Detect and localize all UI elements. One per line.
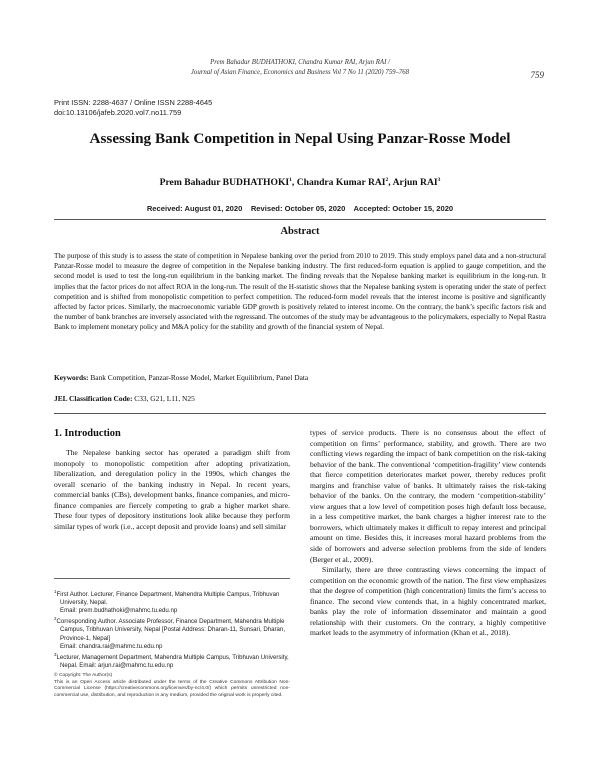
footnote-1	[54, 588, 290, 607]
running-head	[150, 58, 450, 77]
received-date: Received: August 01, 2020	[146, 204, 243, 213]
doi-line: doi:10.13106/jafeb.2020.vol7.no11.759	[54, 108, 182, 117]
footnote-1-email: Email: prem.budhathoki@mahmc.tu.edu.np	[60, 607, 178, 615]
running-head-authors: Prem Bahadur BUDHATHOKI, Chandra Kumar RAI, Arjun RAI /	[210, 59, 390, 66]
intro-paragraph-2: types of service products. There is no consensus about the effect of competition on firms’ performance, stability, and growth. There are two conflicting views regarding the impact of bank competition on the risk-taking behavior of the bank. The conventional ‘competition-fragility’ view contends that fierce competition deteriorates market power, thereby reduces profit margins and franchise value of banks. It ultimately raises the risk-taking behavior of the banks. On the contrary, the modern ‘competition-stability’ view argues that a low level of competition poses high default loss because, in a less competitive market, the bank charges a higher interest rate to the borrowers, which ultimately makes it difficult to repay interest and principal amount on time. Besides this, it increases moral hazard problems from the side of borrowers and adverse selection problems from the side of lenders (Berger et al., 2009).	[310, 428, 546, 564]
keywords-label: Keywords:	[54, 373, 89, 382]
introduction-heading: 1. Introduction	[54, 428, 121, 439]
footnote-1-text: First Author. Lecturer, Finance Department, Mahendra Multiple Campus, Tribhuvan University, Nepal.	[56, 591, 280, 607]
keywords-line	[54, 373, 546, 383]
copyright-line: © Copyright: The Author(s)	[54, 673, 113, 678]
author-3-affiliation-mark: 3	[437, 177, 441, 183]
author-1: Prem Bahadur BUDHATHOKI	[159, 177, 290, 189]
jel-codes: C33, G21, L11, N25	[134, 394, 195, 403]
footnote-2	[54, 615, 290, 642]
abstract-heading: Abstract	[280, 226, 320, 237]
author-2-affiliation-mark: 2	[385, 177, 389, 183]
author-1-affiliation-mark: 1	[289, 177, 292, 183]
intro-paragraph-3: Similarly, there are three contrasting views concerning the impact of competition on the economic growth of the nation. The first view emphasizes that the degree of competition (high concentration) limits the firm’s access to finance. The second view contends that, in a highly concentrated market, banks play the role of information disseminator and maintain a good relationship with their customers. On the contrary, a highly competitive market leads to the asymmetry of information (Khan et al., 2018).	[310, 565, 546, 638]
submission-dates	[0, 204, 600, 213]
issn-block	[54, 98, 212, 118]
footnote-3-text: Lecturer, Management Department, Mahendra Multiple Campus, Tribhuvan University, Nepal. Email: arjun.rai@mahmc.tu.edu.np	[56, 653, 289, 669]
abstract-body: The purpose of this study is to assess the state of competition in Nepalese banking over the period from 2010 to 2019. This study employs panel data and a non-structural Panzar-Rosse model to measure the degree of competition in the Nepalese banking industry. The first reduced-form equation is applied to gauge competition, and the second model is used to test the long-run equilibrium in the banking market. The finding reveals that the Nepalese banking market is equilibrium in the long-run. It implies that the factor prices do not affect ROA in the long-run. The result of the H-statistic shows that the Nepalese banking system is operating under the state of perfect competition and is shifted from monopolistic competition to perfect competition. The reduced-form model reveals that the interest income is positive and significantly affected by factor prices. Similarly, the macroeconomic variable GDP growth is positively related to interest income. On the contrary, the bank’s specific factors risk and the number of bank branches are inversely associated with the regressand. The outcomes of the study may be advantageous to the policymakers, especially to Nepal Rastra Bank to implement monetary policy and M&A policy for the stability and growth of the financial system of Nepal.	[54, 252, 546, 332]
license-text: This is an Open Access article distributed under the terms of the Creative Commons Attribution Non-Commercial License (https://creativecommons.org/licenses/by-nc/4.0/) which permits unrestricted non-commercial use, distribution, and reproduction in any medium, provided the original work is properly cited.	[54, 679, 290, 698]
footnote-3	[54, 651, 290, 670]
jel-label: JEL Classification Code:	[54, 394, 133, 403]
accepted-date: Accepted: October 15, 2020	[353, 204, 454, 213]
right-column	[310, 428, 546, 639]
author-3: Arjun RAI	[392, 177, 438, 189]
footnote-1-mark: 1	[54, 589, 57, 594]
footnote-2-text: Corresponding Author. Associate Professor, Finance Department, Mahendra Multiple Campus, Tribhuvan University, Nepal [Postal Address: Dharan-11, Sunsari, Dharan, Province-1, Nepal]	[56, 618, 286, 642]
author-footnotes	[54, 588, 290, 670]
abstract-top-rule	[54, 219, 546, 220]
revised-date: Revised: October 05, 2020	[250, 204, 346, 213]
footnote-2-email: Email: chandra.rai@mahmc.tu.edu.np	[60, 642, 163, 650]
keywords-text: Bank Competition, Panzar-Rosse Model, Market Equilibrium, Panel Data	[90, 373, 309, 382]
author-2: Chandra Kumar RAI	[296, 177, 386, 189]
footnote-2-mark: 2	[54, 616, 57, 622]
paper-title: Assessing Bank Competition in Nepal Using Panzar-Rosse Model	[89, 130, 511, 147]
left-column	[54, 428, 290, 532]
abstract-bottom-rule	[54, 413, 546, 414]
page-number: 759	[530, 70, 544, 80]
author-separator: ,	[291, 177, 297, 189]
copyright-notice	[54, 673, 290, 699]
jel-line	[54, 394, 546, 404]
author-separator: ,	[388, 177, 393, 189]
issn-line: Print ISSN: 2288-4637 / Online ISSN 2288-4645	[54, 98, 213, 107]
intro-paragraph-1: The Nepalese banking sector has operated a paradigm shift from monopoly to monopolistic competition after adopting privatization, liberalization, and deregulation policy in the 1990s, which changes the overall scenario of the banking industry in Nepal. In recent years, commercial banks (CBs), development banks, finance companies, and micro-finance companies are fiercely competing to grab a higher market share. These four types of depository institutions look alike because they perform similar types of work (i.e., accept deposit and provide loans) and sell similar	[54, 448, 290, 531]
author-list	[0, 177, 600, 188]
footnote-rule	[54, 578, 290, 579]
running-head-journal: Journal of Asian Finance, Economics and Business Vol 7 No 11 (2020) 759–768	[190, 68, 410, 76]
footnote-3-mark: 3	[54, 651, 57, 657]
